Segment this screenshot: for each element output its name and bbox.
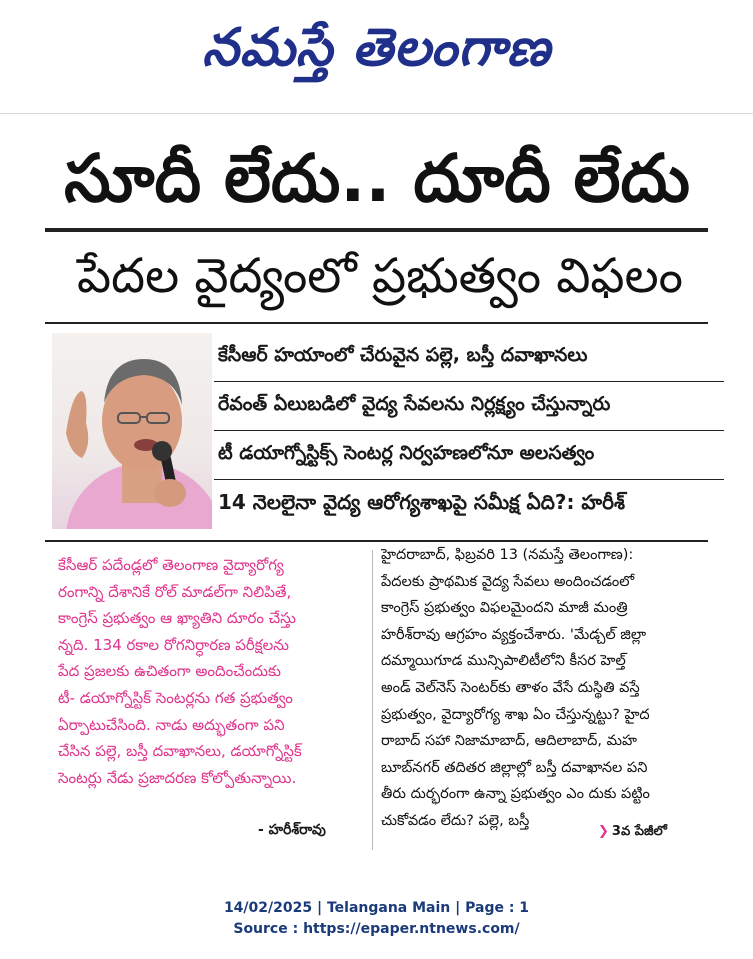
edition-info: 14/02/2025 | Telangana Main | Page : 1 <box>223 900 530 916</box>
article-line: రాబాద్ సహా నిజామాబాద్, ఆదిలాబాద్, మహ <box>381 733 637 750</box>
continued-label: 3వ పేజీలో <box>611 824 667 839</box>
masthead <box>0 0 753 108</box>
quote-line: రంగాన్ని దేశానికే రోల్ మాడల్‌గా నిలిపితే, <box>58 582 292 601</box>
quote-line: కేసీఆర్ పదేండ్లలో తెలంగాణ వైద్యారోగ్య <box>58 556 284 574</box>
highlights-box <box>214 333 724 533</box>
article-line: హరీశ్‌రావు ఆగ్రహం వ్యక్తంచేశారు. 'మేడ్చల్ జిల్లా <box>381 626 647 643</box>
chevron-right-icon: ❯ <box>598 824 609 839</box>
quote-line: కాంగ్రెస్ ప్రభుత్వం ఆ ఖ్యాతిని దూరం చేస్తు <box>58 609 296 628</box>
headline-divider <box>45 228 708 232</box>
quote-line: న్నది. 134 రకాల రోగనిర్ధారణ పరీక్షలను <box>58 635 289 654</box>
article-line: అండ్ వెల్‌నెస్ సెంటర్‌కు తాళం వేసే దుస్థితి వస్తే <box>381 679 640 696</box>
article-line: చుకోవడం లేదు? పల్లె, బస్తీ <box>381 812 530 829</box>
source-link[interactable]: Source : https://epaper.ntnews.com/ <box>233 921 520 937</box>
highlight-item: టీ డయాగ్నోస్టిక్స్ సెంటర్ల నిర్వహణలోనూ అలసత్వం <box>214 431 724 480</box>
headline: సూదీ లేదు.. దూదీ లేదు <box>64 140 690 217</box>
harish-rao-photo <box>52 333 212 529</box>
article-line: కాంగ్రెస్ ప్రభుత్వం విఫలమైందని మాజీ మంత్రి <box>381 600 628 617</box>
portrait-illustration <box>52 333 212 529</box>
highlight-item: రేవంత్ ఏలుబడిలో వైద్య సేవలను నిర్లక్ష్యం చేస్తున్నారు <box>214 382 724 431</box>
article-line: పేదలకు ప్రాథమిక వైద్య సేవలు అందించడంలో <box>381 573 635 590</box>
article-body <box>381 542 726 835</box>
subheadline-divider <box>45 322 708 324</box>
article-line: ప్రభుత్వం, వైద్యారోగ్య శాఖ ఏం చేస్తున్నట్టు? హైద <box>381 706 650 723</box>
quote-attribution: - హరీశ్‌రావు <box>258 822 326 838</box>
masthead-logo: నమస్తే తెలంగాణ <box>202 17 551 78</box>
highlight-item: 14 నెలలైనా వైద్య ఆరోగ్యశాఖపై సమీక్ష ఏది?: హరీశ్ <box>218 489 625 514</box>
quote-line: పేద ప్రజలకు ఉచితంగా అందించేందుకు <box>58 662 282 681</box>
quote-line: టీ- డయాగ్నోస్టిక్ సెంటర్లను గత ప్రభుత్వం <box>58 688 293 707</box>
highlight-item: కేసీఆర్ హయాంలో చేరువైన పల్లె, బస్తీ దవాఖానలు <box>214 333 724 382</box>
article-line: దమ్మాయిగూడ మున్సిపాలిటీలోని కీసర హెల్త్ <box>381 653 626 670</box>
quote-line: చేసిన పల్లె, బస్తీ దవాఖానలు, డయాగ్నోస్టిక్ <box>58 742 302 761</box>
article-line: తీరు దుర్భరంగా ఉన్నా ప్రభుత్వం ఎం దుకు పట్టిం <box>381 786 650 803</box>
article-line: బూబ్‌నగర్ తదితర జిల్లాల్లో బస్తీ దవాఖానల పని <box>381 759 648 776</box>
page-footer <box>0 898 753 940</box>
continued-link[interactable] <box>598 824 667 842</box>
quote-line: సెంటర్లు నేడు ప్రజాదరణ కోల్పోతున్నాయి. <box>58 768 297 787</box>
top-divider <box>0 113 753 114</box>
pull-quote <box>58 552 358 791</box>
subheadline: పేదల వైద్యంలో ప్రభుత్వం విఫలం <box>77 248 683 304</box>
article-line: హైదరాబాద్, ఫిబ్రవరి 13 (నమస్తే తెలంగాణ): <box>381 547 634 563</box>
quote-line: ఏర్పాటుచేసింది. నాడు అద్భుతంగా పని <box>58 715 285 734</box>
column-divider <box>372 550 373 850</box>
